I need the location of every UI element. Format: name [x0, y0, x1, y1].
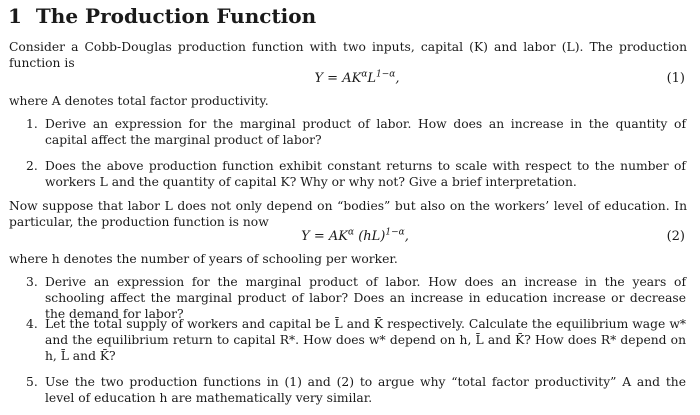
question-marker: 5. — [26, 375, 38, 389]
question-text: Derive an expression for the marginal product of labor. How does an increase in the years of schooling affect the marginal product of labor? Does an increase in education increase or decrease the demand for labor? — [45, 275, 686, 321]
equation-1-tag: (1) — [666, 71, 685, 86]
section-number: 1 — [8, 4, 22, 28]
question-1 — [26, 116, 686, 148]
question-text: Does the above production function exhibit constant returns to scale with respect to the number of workers L and the quantity of capital K? Why or why not? Give a brief interpretation. — [45, 159, 686, 189]
question-text: Use the two production functions in (1) and (2) to argue why “total factor productivity” A and the level of education h are mathematically very similar. — [45, 375, 686, 405]
question-marker: 1. — [26, 117, 38, 131]
equation-1-formula: $Y = AK^\alpha L^{1-\alpha}$, — [314, 69, 400, 86]
equation-2-formula: $Y = AK^\alpha$ (hL)$^{1-\alpha}$, — [301, 227, 409, 244]
question-marker: 3. — [26, 275, 38, 289]
where-a-line: where A denotes total factor productivity. — [9, 94, 269, 108]
question-4 — [26, 316, 686, 364]
question-text: Let the total supply of workers and capital be L̄ and K̄ respectively. Calculate the equilibrium wage w* and the equilibrium return to capital R*. How does w* depend on h, L̄ and K̄? How does R* depend on h, L̄ and K̄? — [45, 317, 686, 363]
intro-paragraph: Consider a Cobb-Douglas production function with two inputs, capital (K) and labor (L). The production function is — [9, 40, 687, 70]
transition-paragraph: Now suppose that labor L does not only depend on “bodies” but also on the workers’ level of education. In particular, the production function is now — [9, 199, 687, 229]
where-h-line: where h denotes the number of years of schooling per worker. — [9, 252, 398, 266]
section-title: The Production Function — [35, 4, 317, 28]
equation-2-tag: (2) — [666, 229, 685, 244]
question-marker: 4. — [26, 317, 38, 331]
question-marker: 2. — [26, 159, 38, 173]
question-3 — [26, 274, 686, 321]
question-2 — [26, 158, 686, 190]
section-heading — [8, 4, 316, 28]
question-5 — [26, 374, 686, 406]
question-text: Derive an expression for the marginal product of labor. How does an increase in the quantity of capital affect the marginal product of labor? — [45, 117, 686, 147]
